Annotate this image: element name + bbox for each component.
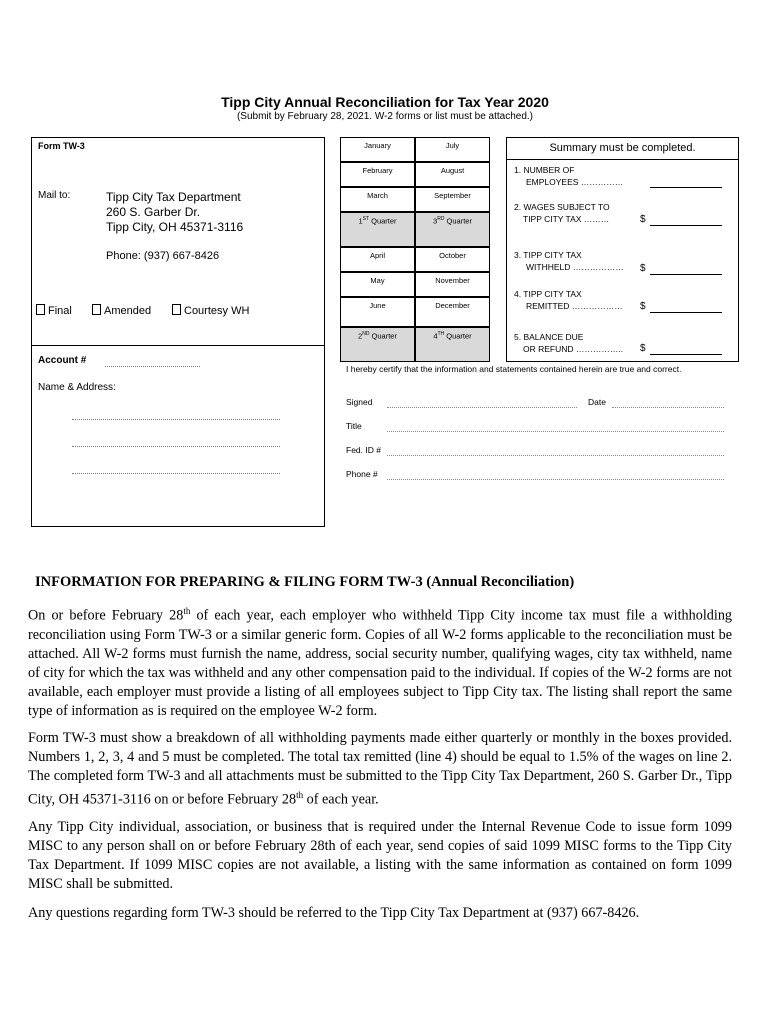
info-paragraph-4: Any questions regarding form TW-3 should be referred to the Tipp City Tax Department at (937) 667-8426. bbox=[28, 905, 640, 921]
summary-item-withheld: 3. TIPP CITY TAX WITHHELD ……………… bbox=[514, 250, 624, 272]
fed-id-field[interactable] bbox=[387, 455, 724, 456]
date-label: Date bbox=[588, 397, 606, 407]
april-cell[interactable]: April bbox=[340, 247, 415, 272]
account-number-field[interactable] bbox=[105, 366, 200, 367]
june-cell[interactable]: June bbox=[340, 297, 415, 327]
courtesy-wh-checkbox[interactable] bbox=[172, 304, 249, 317]
title-label: Title bbox=[346, 421, 362, 431]
summary-item-wages: 2. WAGES SUBJECT TO TIPP CITY TAX ……… bbox=[514, 202, 610, 224]
monthly-payments-grid bbox=[340, 137, 490, 362]
february-cell[interactable]: February bbox=[340, 162, 415, 187]
info-heading: INFORMATION FOR PREPARING & FILING FORM TW-3 (Annual Reconciliation) bbox=[35, 574, 575, 590]
october-cell[interactable]: October bbox=[415, 247, 490, 272]
account-label: Account # bbox=[38, 355, 87, 366]
certification-statement: I hereby certify that the information and statements contained herein are true and correct. bbox=[346, 364, 682, 374]
signed-label: Signed bbox=[346, 397, 373, 407]
name-address-line-2[interactable] bbox=[72, 446, 280, 447]
amended-label: Amended bbox=[104, 305, 152, 317]
january-cell[interactable]: January bbox=[340, 137, 415, 162]
july-cell[interactable]: July bbox=[415, 137, 490, 162]
withheld-amount-field[interactable] bbox=[650, 274, 722, 275]
employees-count-field[interactable] bbox=[650, 187, 722, 188]
balance-dollar-sign: $ bbox=[640, 343, 646, 354]
first-quarter-cell[interactable]: 1ST Quarter bbox=[340, 212, 415, 247]
courtesy-wh-label: Courtesy WH bbox=[184, 305, 250, 317]
august-cell[interactable]: August bbox=[415, 162, 490, 187]
remitted-dollar-sign: $ bbox=[640, 301, 646, 312]
info-paragraph-3: Any Tipp City individual, association, or business that is required under the Internal Revenue Code to issue form 1099 MISC to any person shall on or before February 28th of each year, send copies of said 1099 MISC forms to the Tipp City Tax Department. If 1099 MISC copies are not available, a listing with the same information as contained on form 1099 MISC shall be submitted. bbox=[28, 819, 732, 892]
date-field[interactable] bbox=[612, 407, 724, 408]
amended-checkbox[interactable] bbox=[92, 304, 151, 317]
info-paragraph-1: On or before February 28th of each year, each employer who withheld Tipp City income tax must file a withholding reconciliation using Form TW-3 or a similar generic form. Copies of all W-2 forms applicable to the reconciliation must be attached. All W-2 forms must furnish the name, address, social security number, qualifying wages, city tax withheld, name of city for which the tax was withheld and any other compensation paid to the individual. If copies of the W-2 forms are not available, each employer must provide a listing of all employees subject to Tipp City tax. The listing shall report the same type of information as is required on the employee W-2 form. bbox=[28, 606, 733, 719]
info-paragraph-2: Form TW-3 must show a breakdown of all withholding payments made either quarterly or monthly in the boxes provided. Numbers 1, 2, 3, 4 and 5 must be completed. The total tax remitted (line 4) should be equal to 1.5% of the wages on line 2. The completed form TW-3 and all attachments must be submitted to the Tipp City Tax Department, 260 S. Garber Dr., Tipp City, OH 45371-3116 on or before February 28th of each year. bbox=[28, 730, 732, 808]
mail-to-label: Mail to: bbox=[38, 190, 71, 201]
balance-amount-field[interactable] bbox=[650, 354, 722, 355]
address-line-2: 260 S. Garber Dr. bbox=[106, 205, 201, 219]
fed-id-label: Fed. ID # bbox=[346, 445, 381, 455]
phone-label: Phone # bbox=[346, 469, 378, 479]
department-phone: Phone: (937) 667-8426 bbox=[106, 250, 220, 262]
final-checkbox[interactable] bbox=[36, 304, 72, 317]
address-line-3: Tipp City, OH 45371-3116 bbox=[106, 220, 244, 234]
signature-field[interactable] bbox=[387, 407, 577, 408]
title-field[interactable] bbox=[387, 431, 724, 432]
name-address-line-1[interactable] bbox=[72, 419, 280, 420]
form-title: Tipp City Annual Reconciliation for Tax Year 2020 bbox=[221, 94, 549, 110]
summary-item-balance: 5. BALANCE DUE OR REFUND …………….. bbox=[514, 332, 624, 354]
form-subtitle: (Submit by February 28, 2021. W-2 forms or list must be attached.) bbox=[236, 111, 534, 122]
address-line-1: Tipp City Tax Department bbox=[106, 190, 241, 204]
summary-item-remitted: 4. TIPP CITY TAX REMITTED ……………… bbox=[514, 289, 623, 311]
form-label: Form TW-3 bbox=[38, 141, 85, 151]
remitted-amount-field[interactable] bbox=[650, 312, 722, 313]
checkbox-square-icon bbox=[172, 304, 181, 315]
december-cell[interactable]: December bbox=[415, 297, 490, 327]
may-cell[interactable]: May bbox=[340, 272, 415, 297]
left-box-divider bbox=[31, 345, 325, 346]
wages-dollar-sign: $ bbox=[640, 214, 646, 225]
second-quarter-cell[interactable]: 2ND Quarter bbox=[340, 327, 415, 362]
checkbox-square-icon bbox=[92, 304, 101, 315]
withheld-dollar-sign: $ bbox=[640, 263, 646, 274]
mailing-address bbox=[106, 190, 243, 235]
september-cell[interactable]: September bbox=[415, 187, 490, 212]
final-label: Final bbox=[48, 305, 72, 317]
fourth-quarter-cell[interactable]: 4TH Quarter bbox=[415, 327, 490, 362]
checkbox-square-icon bbox=[36, 304, 45, 315]
third-quarter-cell[interactable]: 3RD Quarter bbox=[415, 212, 490, 247]
wages-amount-field[interactable] bbox=[650, 225, 722, 226]
summary-heading: Summary must be completed. bbox=[506, 137, 739, 160]
phone-field[interactable] bbox=[387, 479, 724, 480]
name-address-line-3[interactable] bbox=[72, 473, 280, 474]
march-cell[interactable]: March bbox=[340, 187, 415, 212]
name-address-label: Name & Address: bbox=[38, 382, 116, 393]
summary-item-employees: 1. NUMBER OF EMPLOYEES …………… bbox=[514, 165, 624, 187]
november-cell[interactable]: November bbox=[415, 272, 490, 297]
